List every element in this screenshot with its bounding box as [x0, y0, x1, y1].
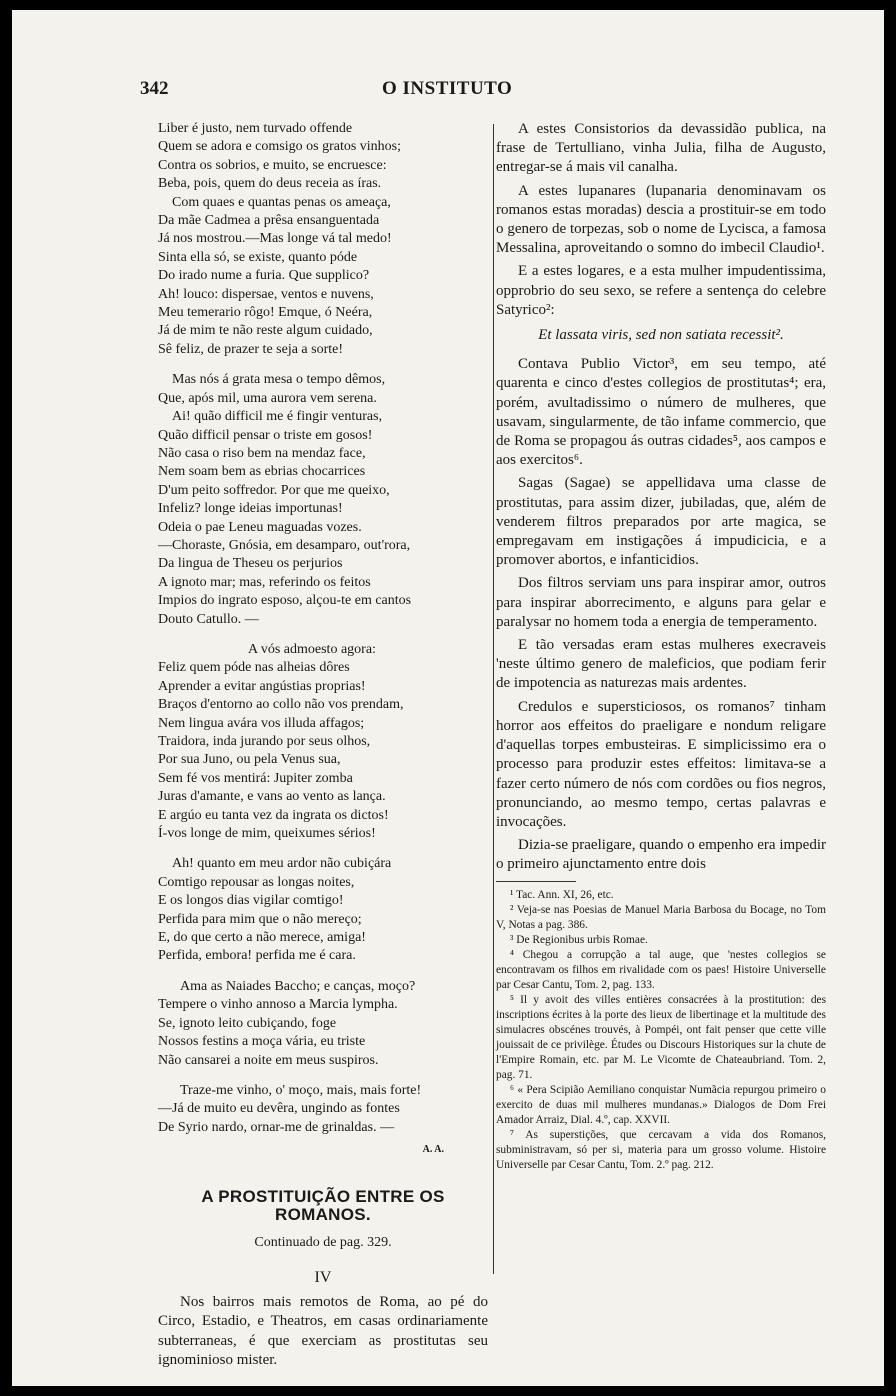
verse: Liber é justo, nem turvado offende: [158, 121, 353, 136]
verse: A vós admoesto agora:: [248, 641, 376, 657]
verse: Com quaes e quantas penas os ameaça,: [172, 194, 391, 210]
verse: Meu temerario rôgo! Emque, ó Neéra,: [158, 305, 373, 321]
column-divider: [493, 124, 494, 1274]
verse: Traidora, inda jurando por seus olhos,: [158, 734, 371, 749]
verse: Que, após mil, uma aurora vem serena.: [158, 390, 377, 406]
verse: Perfida, embora! perfida me é cara.: [158, 948, 356, 964]
verse: Í-vos longe de mim, queixumes sérios!: [158, 826, 376, 842]
verse: Douto Catullo. —: [158, 611, 259, 627]
article-title: A PROSTITUIÇÃO ENTRE OS ROMANOS.: [201, 1186, 445, 1224]
footnote: ⁷ As superstições, que cercavam a vida dos Romanos, subministravam, só per si, materia para um grosso volume. Histoire Universelle par Cesar Cantu, Tom. 2.º pag. 212.: [496, 1128, 826, 1171]
verse: Ama as Naiades Baccho; e canças, moço?: [180, 978, 416, 994]
verse: Infeliz? longe ideias importunas!: [158, 501, 343, 517]
verse: Braços d'entorno ao collo não vos prendam,: [158, 697, 404, 713]
verse: Impios do ingrato esposo, alçou-te em cantos: [158, 593, 412, 609]
journal-title: O INSTITUTO: [382, 78, 513, 99]
verse: E os longos dias vigilar comtigo!: [158, 893, 344, 909]
verse: D'um peito soffredor. Por que me queixo,: [158, 482, 390, 498]
article-paragraph: Sagas (Sagae) se appellidava uma classe de prostitutas, para assim dizer, jubiladas, que, além de venderem filtros preparados por arte magica, se empregavam em instigações á impudicicia, e a promover abortos, e infanticidios.: [496, 475, 826, 569]
verse: Quem se adora e comsigo os gratos vinhos;: [158, 139, 402, 155]
verse: Nem soam bem as ebrias chocarrices: [158, 464, 366, 480]
verse: Tempere o vinho annoso a Marcia lympha.: [158, 997, 398, 1013]
footnote: ⁵ Il y avoit des villes entières consacrées à la prostitution: des inscriptions écrites à la porte des lieux de libertinage et la multitude des simulacres obscénes trouvés, à Pompéi, ont fait penser que cette ville jouissait de ce privilège. Études ou Discours Historiques sur la chute de l'Empire Romain, etc. par M. Le Vicomte de Chateaubriand. Tom. 2, pag. 71.: [496, 993, 826, 1081]
newspaper-page: [12, 10, 884, 1386]
verse: Quão difficil pensar o triste em gosos!: [158, 427, 373, 443]
section-number: IV: [314, 1268, 332, 1286]
verse: Do irado nume a furia. Que supplico?: [158, 268, 370, 284]
poem-stanza-3: [158, 641, 488, 843]
verse: —Já de muito eu devêra, ungindo as fontes: [158, 1101, 400, 1117]
left-column: [158, 120, 488, 1374]
verse: E, do que certo a não merece, amiga!: [158, 930, 366, 946]
verse: Se, ignoto leito cubiçando, foge: [158, 1015, 337, 1031]
poem-stanza-4: [158, 855, 488, 965]
footnote: ² Veja-se nas Poesias de Manuel Maria Barbosa du Bocage, no Tom V, Notas a pag. 386.: [496, 903, 826, 931]
article-paragraph: A estes lupanares (lupanaria denominavam os romanos estas moradas) descia a prostituir-se em todo o genero de torpezas, sob o nome de Lycisca, a famosa Messalina, aproveitando o somno do imbecil Claudio¹.: [496, 182, 826, 257]
article-paragraph: E tão versadas eram estas mulheres execraveis 'neste último genero de maleficios, que podiam ferir de impotencia as naturezas mais ardentes.: [496, 637, 826, 692]
verse: Sem fé vos mentirá: Jupiter zomba: [158, 770, 353, 786]
verse: Contra os sobrios, e muito, se encruesce:: [158, 157, 387, 173]
article-paragraph: Dos filtros serviam uns para inspirar amor, outros para inspirar aborrecimento, e alguns para gelar e paralysar no homem toda a energia de temperamento.: [496, 575, 826, 630]
article-continued-note: Continuado de pag. 329.: [254, 1235, 392, 1251]
article-paragraph: E a estes logares, e a esta mulher impudentissima, opprobrio do seu sexo, se refere a sentença do celebre Satyrico²:: [496, 263, 826, 318]
article-paragraph: Credulos e supersticiosos, os romanos⁷ tinham horror aos effeitos do praeligare e nondum religare d'aquellas torpes embusteiras. E simplicissimo era o processo para produzir estes effeitos: limitava-se a fazer certo número de nós com cordões ou fios negros, pronunciando, ao mesmo tempo, certas palavras e invocações.: [496, 698, 826, 830]
article-paragraph: Contava Publio Victor³, em seu tempo, até quarenta e cinco d'estes collegios de prostitutas⁴; era, porém, avultadissimo o número de mulheres, que usavam, singularmente, de tão infame commercio, que de Roma se propagou ás outras cidades⁵, aos campos e aos exercitos⁶.: [496, 356, 826, 469]
verse: A ignoto mar; mas, referindo os feitos: [158, 574, 371, 590]
footnotes: [496, 888, 826, 1173]
right-column: [496, 120, 826, 1173]
verse: Ai! quão difficil me é fingir venturas,: [172, 409, 383, 425]
poem-stanza-2: [158, 371, 488, 629]
verse: Sê feliz, de prazer te seja a sorte!: [158, 341, 344, 357]
verse: Mas nós á grata mesa o tempo dêmos,: [172, 372, 386, 388]
verse: Já de mim te não reste algum cuidado,: [158, 323, 373, 339]
verse: Ah! louco: dispersae, ventos e nuvens,: [158, 286, 374, 302]
poem-stanza-1: [158, 120, 488, 359]
footnote: ³ De Regionibus urbis Romae.: [510, 933, 648, 946]
verse: Ah! quanto em meu ardor não cubiçára: [172, 856, 392, 872]
poem-stanza-5: [158, 978, 488, 1070]
footnote-rule: [496, 881, 576, 882]
verse: Não casa o riso bem na mendaz face,: [158, 445, 366, 461]
verse: Nossos festins a moça vária, eu triste: [158, 1034, 366, 1050]
verse: Juras d'amante, e vans ao vento as lança.: [158, 789, 386, 805]
latin-quote: Et lassata viris, sed non satiata recessit².: [538, 327, 784, 344]
footnote: ⁴ Chegou a corrupção a tal auge, que 'nestes collegios se encontravam os filhos em rivalidade com os paes! Histoire Universelle par Cesar Cantu, Tom. 2, pag. 133.: [496, 948, 826, 991]
page-number: 342: [140, 78, 169, 99]
verse: Da lingua de Theseu os perjurios: [158, 556, 343, 572]
verse: Beba, pois, quem do deus receia as íras.: [158, 176, 382, 192]
verse: Sinta ella só, se existe, quanto póde: [158, 249, 358, 265]
poem-stanza-6: [158, 1082, 488, 1137]
verse: De Syrio nardo, ornar-me de grinaldas. —: [158, 1119, 395, 1135]
verse: Da mãe Cadmea a prêsa ensanguentada: [158, 213, 380, 229]
verse: Odeia o pae Leneu maguadas vozes.: [158, 519, 362, 535]
verse: Não cansarei a noite em meus suspiros.: [158, 1052, 379, 1068]
footnote: ¹ Tac. Ann. XI, 26, etc.: [510, 888, 614, 901]
verse: Já nos mostrou.—Mas longe vá tal medo!: [158, 231, 392, 247]
poem-signature: A. A.: [422, 1144, 444, 1156]
article-paragraph: Dizia-se praeligare, quando o empenho era impedir o primeiro ajunctamento entre dois: [496, 837, 826, 873]
verse: Feliz quem póde nas alheias dôres: [158, 660, 350, 676]
verse: E argúo eu tanta vez da ingrata os dictos!: [158, 807, 389, 823]
verse: Comtigo repousar as longas noites,: [158, 874, 355, 890]
article-paragraph: Nos bairros mais remotos de Roma, ao pé do Circo, Estadio, e Theatros, em casas ordinariamente subterraneas, é que exerciam as prostitutas seu ignominioso mister.: [158, 1294, 488, 1368]
verse: Traze-me vinho, o' moço, mais, mais forte!: [180, 1082, 422, 1098]
verse: Por sua Juno, ou pela Venus sua,: [158, 752, 341, 768]
article-paragraph: A estes Consistorios da devassidão publica, na frase de Tertulliano, vinha Julia, filha de Augusto, entregar-se á mais vil canalha.: [496, 121, 826, 176]
verse: Aprender a evitar angústias proprias!: [158, 678, 366, 694]
verse: Nem lingua avára vos illuda affagos;: [158, 715, 365, 731]
verse: Perfida para mim que o não mereço;: [158, 911, 362, 927]
footnote: ⁶ « Pera Scipião Aemiliano conquistar Numãcia repurgou primeiro o exercito de duas mil mulheres mundanas.» Dialogos de Dom Frei Amador Arraiz, Dial. 4.º, cap. XXVII.: [496, 1083, 826, 1126]
verse: —Choraste, Gnósia, em desamparo, out'rora,: [158, 537, 411, 553]
